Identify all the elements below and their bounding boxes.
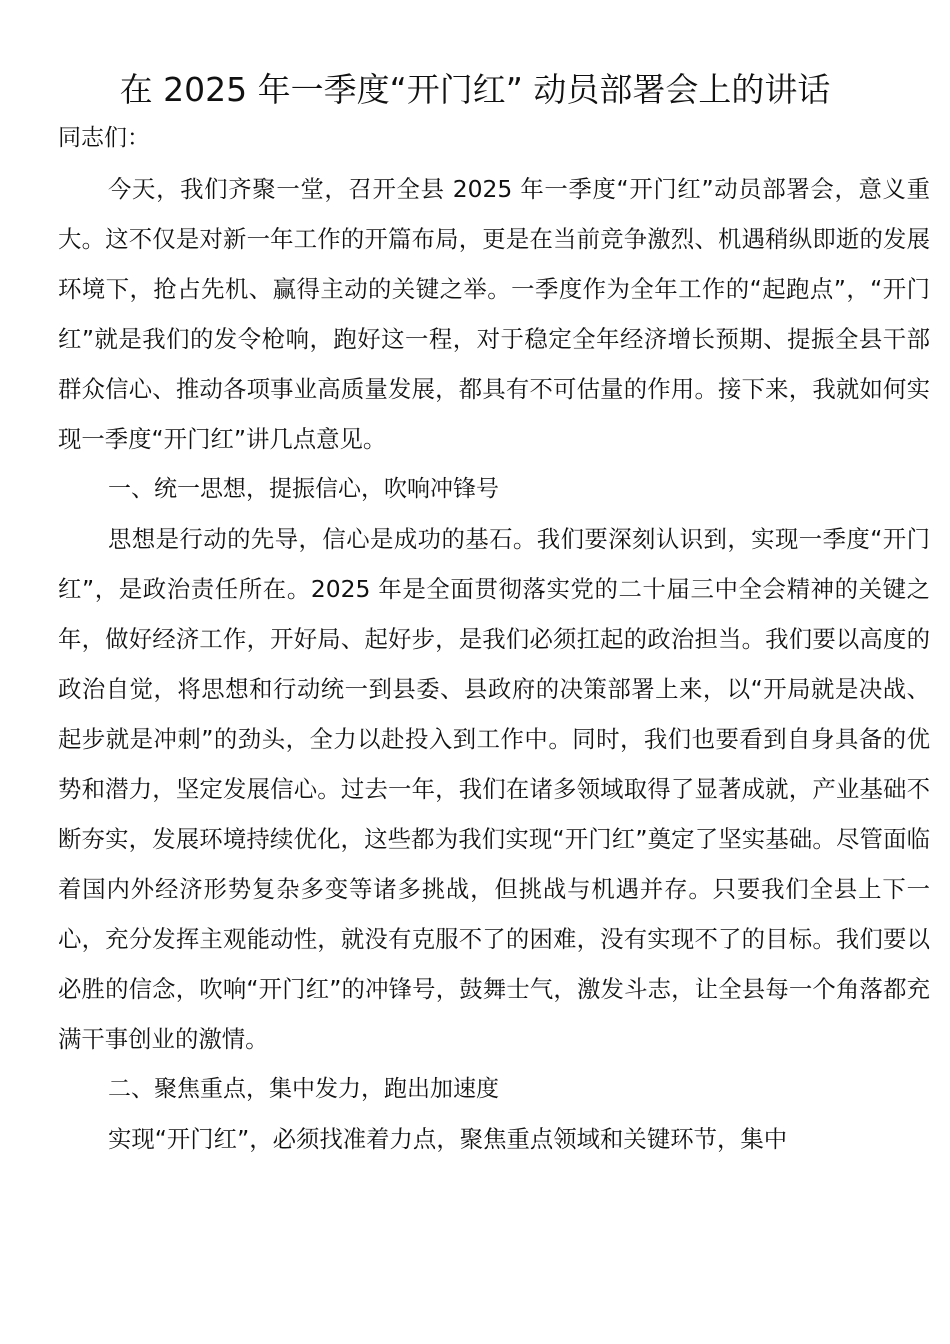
paragraph-section-2: 实现“开门红”，必须找准着力点，聚焦重点领域和关键环节，集中 (108, 1125, 788, 1153)
paragraph-section-1: 思想是行动的先导，信心是成功的基石。我们要深刻认识到，实现一季度“开门红”，是政治责任所在。2025 年是全面贯彻落实党的二十届三中全会精神的关键之年，做好经济工作，开好局、起好步，是我们必须扛起的政治担当。我们要以高度的政治自觉，将思想和行动统一到县委、县政府的决策部署上来，以“开局就是决战、起步就是冲刺”的劲头，全力以赴投入到工作中。同时，我们也要看到自身具备的优势和潜力，坚定发展信心。过去一年，我们在诸多领域取得了显著成就，产业基础不断夯实，发展环境持续优化，这些都为我们实现“开门红”奠定了坚实基础。尽管面临着国内外经济形势复杂多变等诸多挑战，但挑战与机遇并存。只要我们全县上下一心，充分发挥主观能动性，就没有克服不了的困难，没有实现不了的目标。我们要以必胜的信念，吹响“开门红”的冲锋号，鼓舞士气，激发斗志，让全县每一个角落都充满干事创业的激情。 (58, 525, 930, 1053)
speech-body (58, 164, 930, 1164)
salutation: 同志们： (58, 125, 150, 151)
section-heading-1: 一、统一思想，提振信心，吹响冲锋号 (108, 476, 499, 502)
section-heading-2: 二、聚焦重点，集中发力，跑出加速度 (108, 1076, 499, 1102)
paragraph-intro: 今天，我们齐聚一堂，召开全县 2025 年一季度“开门红”动员部署会，意义重大。这不仅是对新一年工作的开篇布局，更是在当前竞争激烈、机遇稍纵即逝的发展环境下，抢占先机、赢得主动的关键之举。一季度作为全年工作的“起跑点”，“开门红”就是我们的发令枪响，跑好这一程，对于稳定全年经济增长预期、提振全县干部群众信心、推动各项事业高质量发展，都具有不可估量的作用。接下来，我就如何实现一季度“开门红”讲几点意见。 (58, 175, 930, 453)
speech-title: 在 2025 年一季度“开门红” 动员部署会上的讲话 (119, 70, 831, 109)
